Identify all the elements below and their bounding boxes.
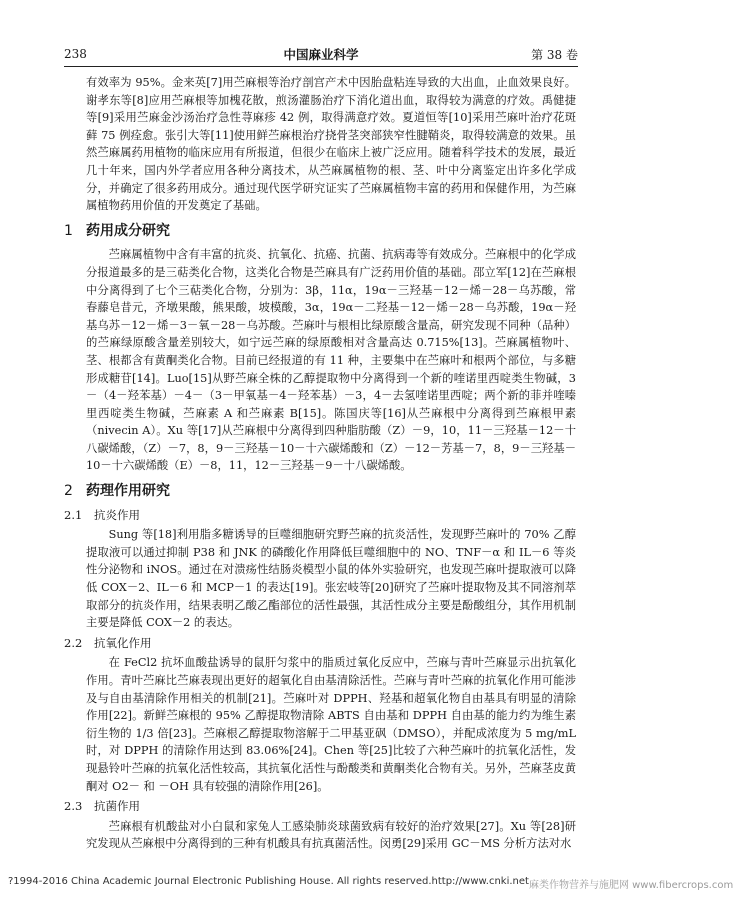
cnki-link[interactable]: http://www.cnki.net bbox=[431, 876, 529, 887]
subsection-title: 抗菌作用 bbox=[94, 799, 140, 814]
intro-paragraph: 有效率为 95%。金来英[7]用苎麻根等治疗剖宫产术中因胎盘粘连导致的大出血，止血效果良好。谢孝东等[8]应用苎麻根等加槐花散，煎汤灌肠治疗下消化道出血，取得较为满意的疗效。禹健捷等[9]采用苎麻金沙汤治疗急性荨麻疹 42 例，取得满意疗效。夏道恒等[10]采用苎麻叶治疗花斑藓 75 例痊愈。张引大等[11]使用鲜苎麻根治疗挠骨茎突部狭窄性腱鞘炎，取得较满意的效果。虽然苎麻属药用植物的临床应用有所报道，但很少在临床上被广泛应用。随着科学技术的发展，最近几十年来，国内外学者应用各种分离技术，从苎麻属植物的根、茎、叶中分离鉴定出许多化学成分，并确定了很多药用成分。通过现代医学研究证实了苎麻属植物丰富的药用和保健作用，为苎麻属植物药用价值的开发奠定了基础。 bbox=[86, 76, 576, 213]
article-body bbox=[64, 74, 576, 853]
subsection-2-3-paragraph: 苎麻根有机酸盐对小白鼠和家兔人工感染肺炎球菌致病有较好的治疗效果[27]。Xu 等[28]研究发现从苎麻根中分离得到的三种有机酸具有抗真菌活性。闵勇[29]采用 GC－MS 分析方法对水 bbox=[86, 819, 576, 851]
section-number: 2 bbox=[64, 483, 73, 500]
subsection-2-1-paragraph: Sung 等[18]利用脂多糖诱导的巨噬细胞研究野苎麻的抗炎活性，发现野苎麻叶的 70% 乙醇提取液可以通过抑制 P38 和 JNK 的磷酸化作用降低巨噬细胞中的 NO、TNF－α 和 IL－6 等炎性分泌物和 iNOS。通过在对溃疡性结肠炎模型小鼠的体外实验研究，也发现苎麻叶提取液可以降低 COX－2、IL－6 和 MCP－1 的表达[19]。张宏岐等[20]研究了苎麻叶提取物及其不同溶剂萃取部分的抗炎作用，结果表明乙酸乙酯部位的活性最强，其活性成分主要是酚酸组分，其作用机制主要是降低 COX－2 的表达。 bbox=[86, 528, 576, 630]
subsection-number: 2.2 bbox=[64, 635, 83, 650]
subsection-2-3-heading bbox=[64, 798, 576, 816]
subsection-2-2-heading bbox=[64, 635, 576, 653]
section-1-paragraph: 苎麻属植物中含有丰富的抗炎、抗氧化、抗癌、抗菌、抗病毒等有效成分。苎麻根中的化学成分报道最多的是三萜类化合物，这类化合物是苎麻具有广泛药用价值的基础。邵立军[12]在苎麻根中分离得到了七个三萜类化合物，分别为：3β，11α，19α－三羟基－12－烯－28－乌苏酸，常春藤皂昔元，齐墩果酸，熊果酸，坡模酸，3α，19α－二羟基－12－烯－28－乌苏酸，19α－羟基乌苏－12－烯－3－氧－28－乌苏酸。苎麻叶与根相比绿原酸含量高，研究发现不同种（品种）的苎麻绿原酸含量差别较大，如宁远苎麻的绿原酸相对含量高达 0.715%[13]。苎麻属植物叶、茎、根都含有黄酮类化合物。目前已经报道的有 11 种，主要集中在苎麻叶和根两个部位，与多糖形成糖苷[14]。Luo[15]从野苎麻全株的乙醇提取物中分离得到一个新的喹诺里西啶类生物碱，3－（4－羟苯基）－4－（3－甲氧基－4－羟苯基）－3，4－去氢喹诺里西啶；两个新的菲并喹嗪里西啶类生物碱，苎麻素 A 和苎麻素 B[15]。陈国庆等[16]从苎麻根中分离得到苎麻根甲素（nivecin A）。Xu 等[17]从苎麻根中分离得到四种脂肪酸（Z）－9，10，11－三羟基－12－十八碳烯酸，（Z）－7，8，9－三羟基－10－十六碳烯酸和（Z）－12－芳基－7，8，9－三羟基－10－十六碳烯酸（E）－8，11，12－三羟基－9－十八碳烯酸。 bbox=[86, 248, 576, 473]
running-header bbox=[64, 44, 578, 64]
copyright-notice: ?1994-2016 China Academic Journal Electronic Publishing House. All rights reserved. bbox=[8, 876, 432, 887]
subsection-number: 2.1 bbox=[64, 507, 83, 522]
subsection-title: 抗氧化作用 bbox=[94, 635, 152, 650]
page-footer bbox=[8, 876, 733, 891]
section-1-heading bbox=[64, 223, 576, 241]
section-title: 药理作用研究 bbox=[86, 483, 170, 500]
section-2-heading bbox=[64, 483, 576, 501]
section-number: 1 bbox=[64, 222, 73, 239]
subsection-title: 抗炎作用 bbox=[94, 507, 140, 522]
subsection-2-1-heading bbox=[64, 507, 576, 525]
section-title: 药用成分研究 bbox=[86, 222, 170, 239]
watermark-text: 麻类作物营养与施肥网 www.fibercrops.com bbox=[528, 880, 733, 891]
journal-title: 中国麻业科学 bbox=[283, 47, 359, 62]
subsection-number: 2.3 bbox=[64, 799, 83, 814]
volume-label: 第 38 卷 bbox=[531, 47, 578, 62]
header-rule bbox=[64, 66, 578, 67]
page-number: 238 bbox=[64, 47, 87, 61]
subsection-2-2-paragraph: 在 FeCl2 抗坏血酸盐诱导的鼠肝匀浆中的脂质过氧化反应中，苎麻与青叶苎麻显示出抗氧化作用。青叶苎麻比苎麻表现出更好的超氧化自由基清除活性。苎麻与青叶苎麻的抗氧化作用可能涉及与自由基清除作用相关的机制[21]。苎麻叶对 DPPH、羟基和超氧化物自由基具有明显的清除作用[22]。新鲜苎麻根的 95% 乙醇提取物清除 ABTS 自由基和 DPPH 自由基的能力约为维生素衍生物的 1/3 倍[23]。苎麻根乙醇提取物溶解于二甲基亚砜（DMSO），并配成浓度为 5 mg/mL 时，对 DPPH 的清除作用达到 83.06%[24]。Chen 等[25]比较了六种苎麻叶的抗氧化活性，发现悬铃叶苎麻的抗氧化活性较高，其抗氧化活性与酚酸类和黄酮类化合物有关。另外，苎麻茎皮黄酮对 O2－ 和 －OH 具有较强的清除作用[26]。 bbox=[86, 656, 576, 793]
